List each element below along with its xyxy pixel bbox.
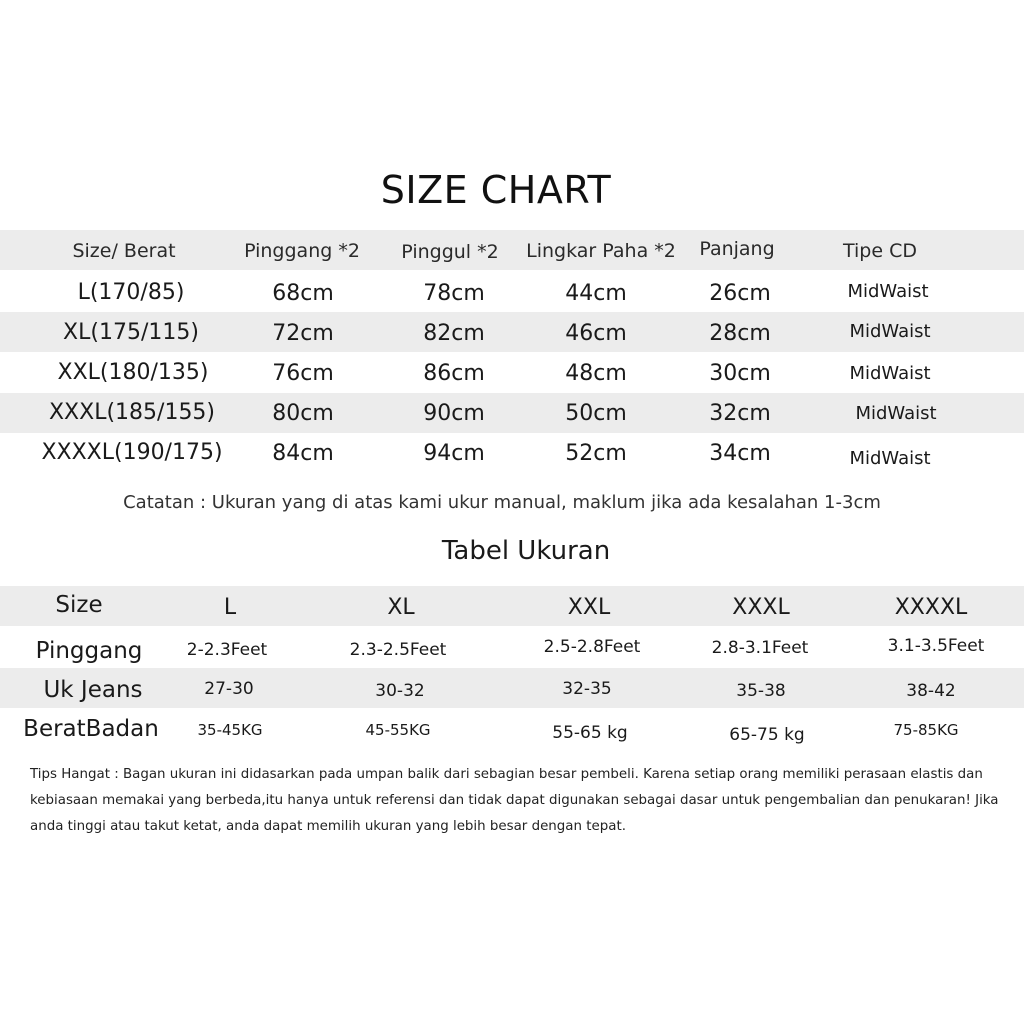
pinggang-xxl-cell: 2.5-2.8Feet xyxy=(543,637,641,657)
tipe-cd-cell: MidWaist xyxy=(847,281,929,302)
size-cell: XL(175/115) xyxy=(63,320,199,345)
jeans-l-cell: 27-30 xyxy=(204,679,254,699)
pinggang-l-cell: 2-2.3Feet xyxy=(186,640,268,660)
panjang-cell: 28cm xyxy=(709,321,771,346)
pinggul-cell: 82cm xyxy=(423,321,485,346)
measurement-note: Catatan : Ukuran yang di atas kami ukur manual, maklum jika ada kesalahan 1-3cm xyxy=(123,492,881,513)
panjang-cell: 34cm xyxy=(709,441,771,466)
size-cell: XXXXL(190/175) xyxy=(41,440,223,465)
panjang-cell: 32cm xyxy=(709,401,771,426)
jeans-xxl-cell: 32-35 xyxy=(562,679,612,699)
pinggang-cell: 76cm xyxy=(272,361,334,386)
tipe-cd-cell: MidWaist xyxy=(855,403,937,424)
pinggul-cell: 94cm xyxy=(423,441,485,466)
size-cell: L(170/85) xyxy=(77,280,185,305)
panjang-cell: 30cm xyxy=(709,361,771,386)
jeans-xl-cell: 30-32 xyxy=(375,681,425,701)
lingkar-paha-cell: 44cm xyxy=(565,281,627,306)
tipe-cd-cell: MidWaist xyxy=(849,363,931,384)
pinggul-cell: 86cm xyxy=(423,361,485,386)
header-lingkar-paha: Lingkar Paha *2 xyxy=(526,240,676,262)
header-pinggang: Pinggang *2 xyxy=(244,240,360,262)
row-label-berat-badan: BeratBadan xyxy=(23,716,159,742)
header-size: Size xyxy=(55,592,103,618)
header-size-xxxl: XXXL xyxy=(732,595,790,620)
row-label-uk-jeans: Uk Jeans xyxy=(43,677,143,703)
header-size-xxl: XXL xyxy=(567,595,611,620)
pinggang-cell: 80cm xyxy=(272,401,334,426)
header-tipe-cd: Tipe CD xyxy=(843,240,917,262)
header-pinggul: Pinggul *2 xyxy=(401,241,499,263)
row-band xyxy=(0,668,1024,708)
berat-xxxxl-cell: 75-85KG xyxy=(893,721,959,739)
panjang-cell: 26cm xyxy=(709,281,771,306)
tipe-cd-cell: MidWaist xyxy=(849,321,931,342)
jeans-xxxxl-cell: 38-42 xyxy=(906,681,956,701)
header-band xyxy=(0,586,1024,626)
header-size-l: L xyxy=(223,595,237,620)
pinggul-cell: 90cm xyxy=(423,401,485,426)
header-size-xxxxl: XXXXL xyxy=(894,595,968,620)
row-label-pinggang: Pinggang xyxy=(35,638,143,664)
berat-xxxl-cell: 65-75 kg xyxy=(729,725,805,745)
page-title: SIZE CHART xyxy=(380,168,612,212)
pinggang-cell: 68cm xyxy=(272,281,334,306)
berat-l-cell: 35-45KG xyxy=(197,721,263,739)
berat-xl-cell: 45-55KG xyxy=(365,721,431,739)
pinggul-cell: 78cm xyxy=(423,281,485,306)
section-title: Tabel Ukuran xyxy=(441,536,611,566)
lingkar-paha-cell: 50cm xyxy=(565,401,627,426)
tipe-cd-cell: MidWaist xyxy=(849,448,931,469)
header-size-xl: XL xyxy=(387,595,415,620)
header-size-berat: Size/ Berat xyxy=(72,240,176,262)
pinggang-cell: 84cm xyxy=(272,441,334,466)
berat-xxl-cell: 55-65 kg xyxy=(552,723,628,743)
pinggang-xxxxl-cell: 3.1-3.5Feet xyxy=(887,636,985,656)
lingkar-paha-cell: 48cm xyxy=(565,361,627,386)
header-panjang: Panjang xyxy=(699,238,775,260)
size-cell: XXXL(185/155) xyxy=(48,400,216,425)
lingkar-paha-cell: 46cm xyxy=(565,321,627,346)
pinggang-xxxl-cell: 2.8-3.1Feet xyxy=(711,638,809,658)
size-cell: XXL(180/135) xyxy=(57,360,209,385)
pinggang-cell: 72cm xyxy=(272,321,334,346)
tips-paragraph: Tips Hangat : Bagan ukuran ini didasarkan pada umpan balik dari sebagian besar pembeli. Karena setiap orang memiliki perasaan elastis dan kebiasaan memakai yang berbeda,itu hanya untuk referensi dan tidak dapat digunakan sebagai dasar untuk pengembalian dan penukaran! Jika anda tinggi atau takut ketat, anda dapat memilih ukuran yang lebih besar dengan tepat. xyxy=(30,767,999,834)
jeans-xxxl-cell: 35-38 xyxy=(736,681,786,701)
lingkar-paha-cell: 52cm xyxy=(565,441,627,466)
pinggang-xl-cell: 2.3-2.5Feet xyxy=(349,640,447,660)
